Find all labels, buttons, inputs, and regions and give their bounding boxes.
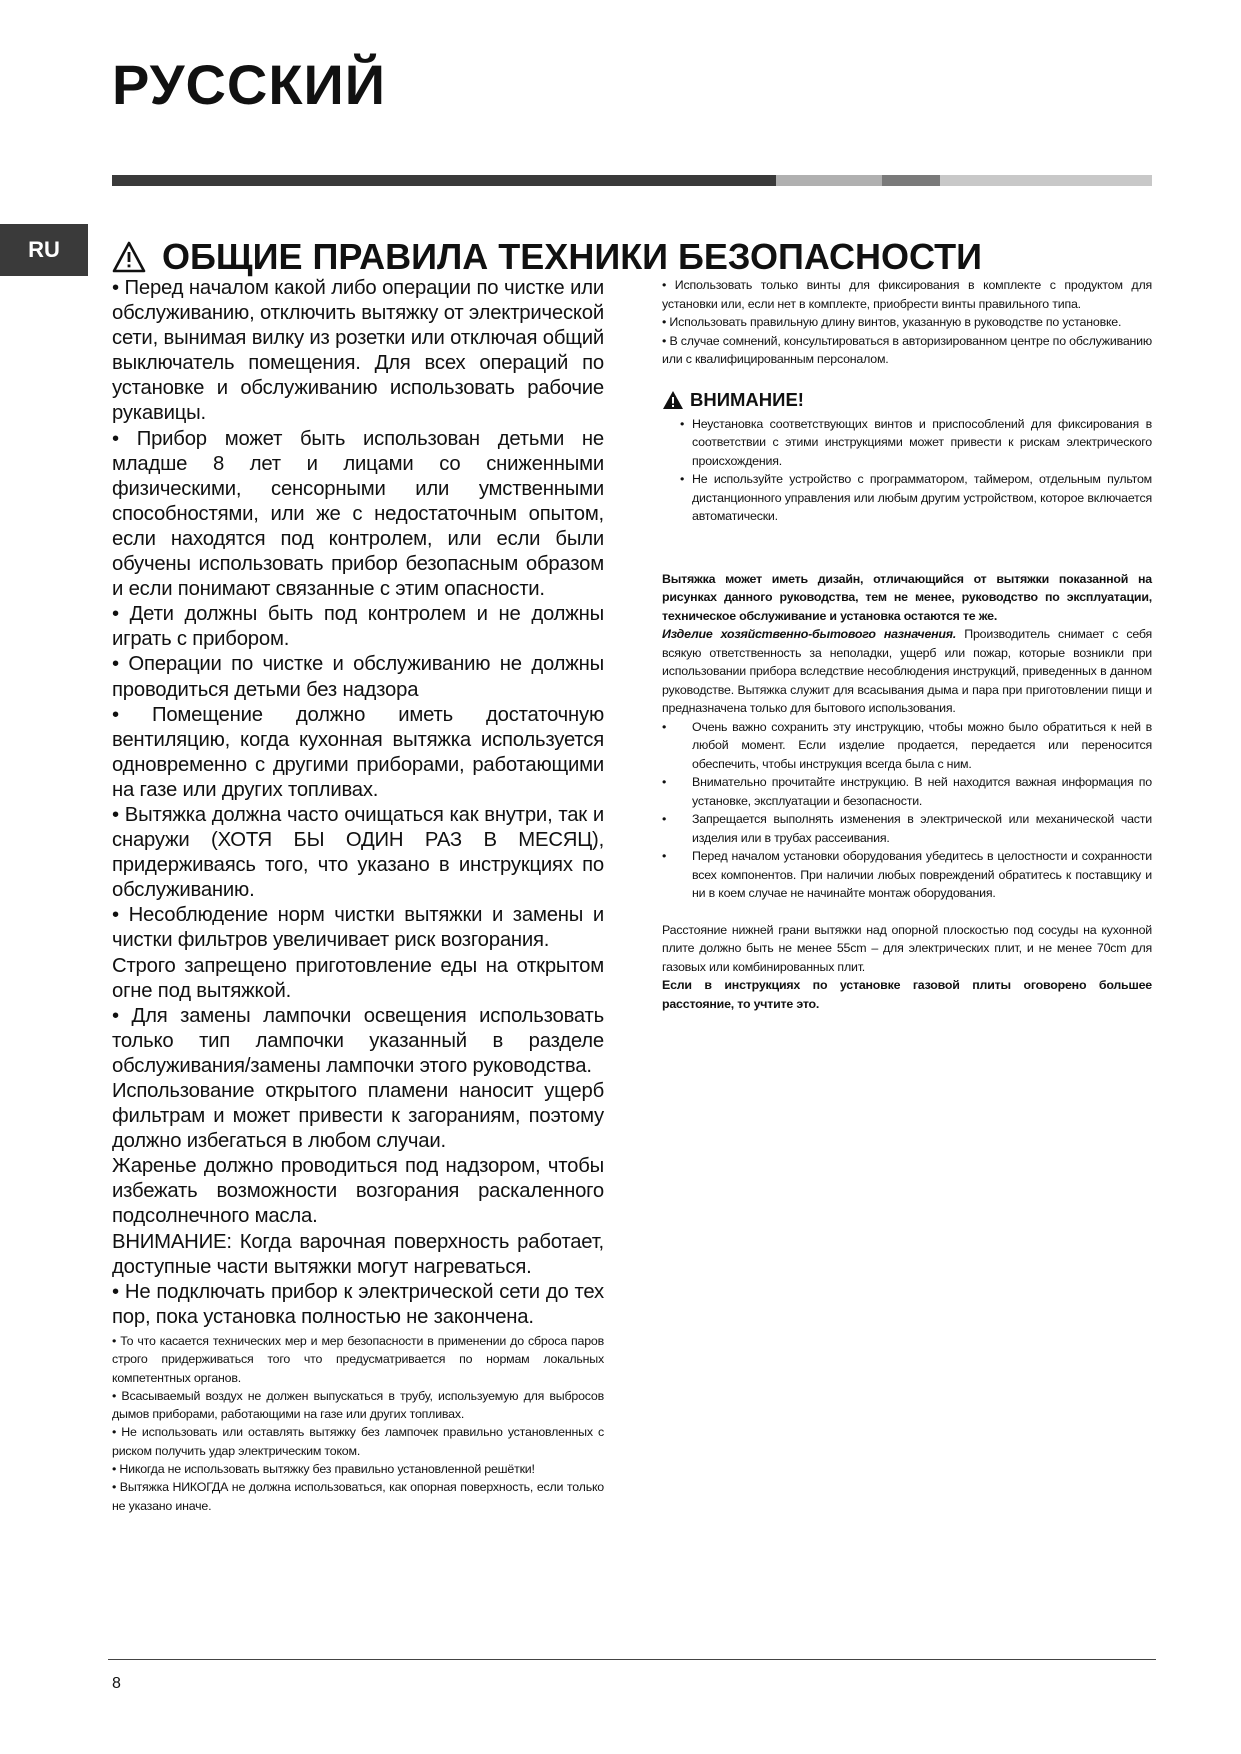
household-paragraph (662, 625, 1152, 718)
paragraph: • Не использовать или оставлять вытяжку без лампочек правильно установленных с риском получить удар электрическим током. (112, 1425, 604, 1458)
household-label: Изделие хозяйственно-бытового назначения. (662, 627, 957, 641)
paragraph: • Несоблюдение норм чистки вытяжки и замены и чистки фильтров увеличивает риск возгорания. (112, 904, 604, 952)
paragraph: Строго запрещено приготовление еды на открытом огне под вытяжкой. (112, 954, 604, 1002)
paragraph: • Перед началом какой либо операции по чистке или обслуживанию, отключить вытяжку от электрической сети, вынимая вилку из розетки или отключая общий выключатель помещения. Для всех операций по установке и обслуживанию использовать рабочие рукавицы. (112, 277, 604, 425)
footer-divider (108, 1659, 1156, 1660)
left-column (112, 276, 604, 1515)
paragraph: • То что касается технических мер и мер безопасности в применении до сброса паров строго придерживаться того что предусматривается по нормам локальных компетентных органов. (112, 1333, 604, 1385)
list-item: • Внимательно прочитайте инструкцию. В ней находится важная информация по установке, эксплуатации и безопасности. (692, 773, 1152, 810)
list-item: • Запрещается выполнять изменения в электрической или механической части изделия или в трубах рассеивания. (692, 810, 1152, 847)
section-title-text: ОБЩИЕ ПРАВИЛА ТЕХНИКИ БЕЗОПАСНОСТИ (162, 236, 982, 277)
paragraph: • Помещение должно иметь достаточную вентиляцию, когда кухонная вытяжка используется одновременно с другими приборами, работающими на газе или других топливах. (112, 703, 604, 801)
warning-filled-icon (662, 390, 684, 410)
paragraph: Использование открытого пламени наносит ущерб фильтрам и может привести к загораниям, поэтому должно избегаться в любом случаи. (112, 1080, 604, 1153)
design-note: Вытяжка может иметь дизайн, отличающийся от вытяжки показанной на рисунках данного руководства, тем не менее, руководство по эксплуатации, техническое обслуживание и установка остаются те же. (662, 571, 1152, 623)
paragraph: • Операции по чистке и обслуживанию не должны проводиться детьми без надзора (112, 653, 604, 701)
list-item: • Не используйте устройство с программатором, таймером, отдельным пультом дистанционного управления или любым другим устройством, которое включается автоматически. (692, 470, 1152, 526)
language-tab: RU (0, 224, 88, 276)
paragraph: • Прибор может быть использован детьми не младше 8 лет и лицами со сниженными физическими, сенсорными или умственными способностями, или же с недостаточным опытом, если находятся под контролем, или если были обучены использовать прибор безопасным образом и если понимают связанные с этим опасности. (112, 427, 604, 601)
paragraph: • Вытяжка НИКОГДА не должна использоваться, как опорная поверхность, если только не указано иначе. (112, 1480, 604, 1513)
header-bar-light (776, 175, 882, 186)
paragraph: • Использовать только винты для фиксирования в комплекте с продуктом для установки или, если нет в комплекте, приобрести винты правильного типа. (662, 278, 1152, 311)
paragraph: • Никогда не использовать вытяжку без правильно установленной решётки! (112, 1462, 535, 1477)
right-column (662, 276, 1152, 1013)
header-bar-mid (882, 175, 940, 186)
attention-heading (662, 389, 1152, 411)
list-item: • Очень важно сохранить эту инструкцию, чтобы можно было обратиться к ней в любой момент. Если изделие продается, передается или переносится обеспечить, чтобы инструкция всегда была с ним. (692, 718, 1152, 774)
section-title (112, 236, 982, 278)
paragraph: Жаренье должно проводиться под надзором, чтобы избежать возможности возгорания раскаленного подсолнечного масла. (112, 1155, 604, 1228)
paragraph: • Дети должны быть под контролем и не должны играть с прибором. (112, 603, 604, 651)
paragraph: • Использовать правильную длину винтов, указанную в руководстве по установке. (662, 315, 1122, 329)
paragraph: • Вытяжка должна часто очищаться как внутри, так и снаружи (ХОТЯ БЫ ОДИН РАЗ В МЕСЯЦ), придерживаясь того, что указано в инструкциях по обслуживанию. (112, 803, 604, 902)
small-text-block (112, 1332, 604, 1515)
page-number: 8 (112, 1675, 121, 1692)
paragraph: ВНИМАНИЕ: Когда варочная поверхность работает, доступные части вытяжки могут нагреваться. (112, 1230, 604, 1278)
paragraph: • Для замены лампочки освещения использовать только тип лампочки указанный в разделе обслуживания/замены лампочки этого руководства. (112, 1004, 604, 1077)
distance-note: Если в инструкциях по установке газовой плиты оговорено большее расстояние, то учтите это. (662, 978, 1152, 1011)
info-bullet-list (662, 718, 1152, 903)
paragraph: • В случае сомнений, консультироваться в авторизированном центре по обслуживанию или с квалифицированным персоналом. (662, 333, 1152, 366)
header-bar-dark (112, 175, 776, 186)
header-bar-light-end (940, 175, 1152, 186)
language-title: РУССКИЙ (112, 53, 387, 116)
attention-list (662, 415, 1152, 526)
list-item: • Перед началом установки оборудования убедитесь в целостности и сохранности всех компонентов. При наличии любых повреждений обратитесь к поставщику и ни в коем случае не начинайте монтаж оборудования. (692, 847, 1152, 903)
large-text-block (112, 276, 604, 1330)
paragraph: • Всасываемый воздух не должен выпускаться в трубу, используемую для выбросов дымов приборами, работающими на газе или других топливах. (112, 1388, 604, 1422)
attention-title: ВНИМАНИЕ! (690, 388, 804, 410)
household-text: Производитель снимает с себя всякую ответственность за неполадки, ущерб или пожар, которые возникли при использовании прибора вследствие несоблюдения инструкций, приведенных в данном руководстве. Вытяжка служит для всасывания дыма и пара при приготовлении пищи и предназначена только для бытового использования. (662, 627, 1152, 715)
list-item: • Неустановка соответствующих винтов и приспособлений для фиксирования в соответствии с этими инструкциями может привести к рискам электрического происхождения. (692, 415, 1152, 471)
warning-triangle-icon (112, 241, 146, 273)
distance-paragraph: Расстояние нижней грани вытяжки над опорной плоскостью под сосуды на кухонной плите должно быть не менее 55cm – для электрических плит, и не менее 70cm для газовых или комбинированных плит. (662, 922, 1152, 974)
paragraph: • Не подключать прибор к электрической сети до тех пор, пока установка полностью не закончена. (112, 1280, 604, 1328)
